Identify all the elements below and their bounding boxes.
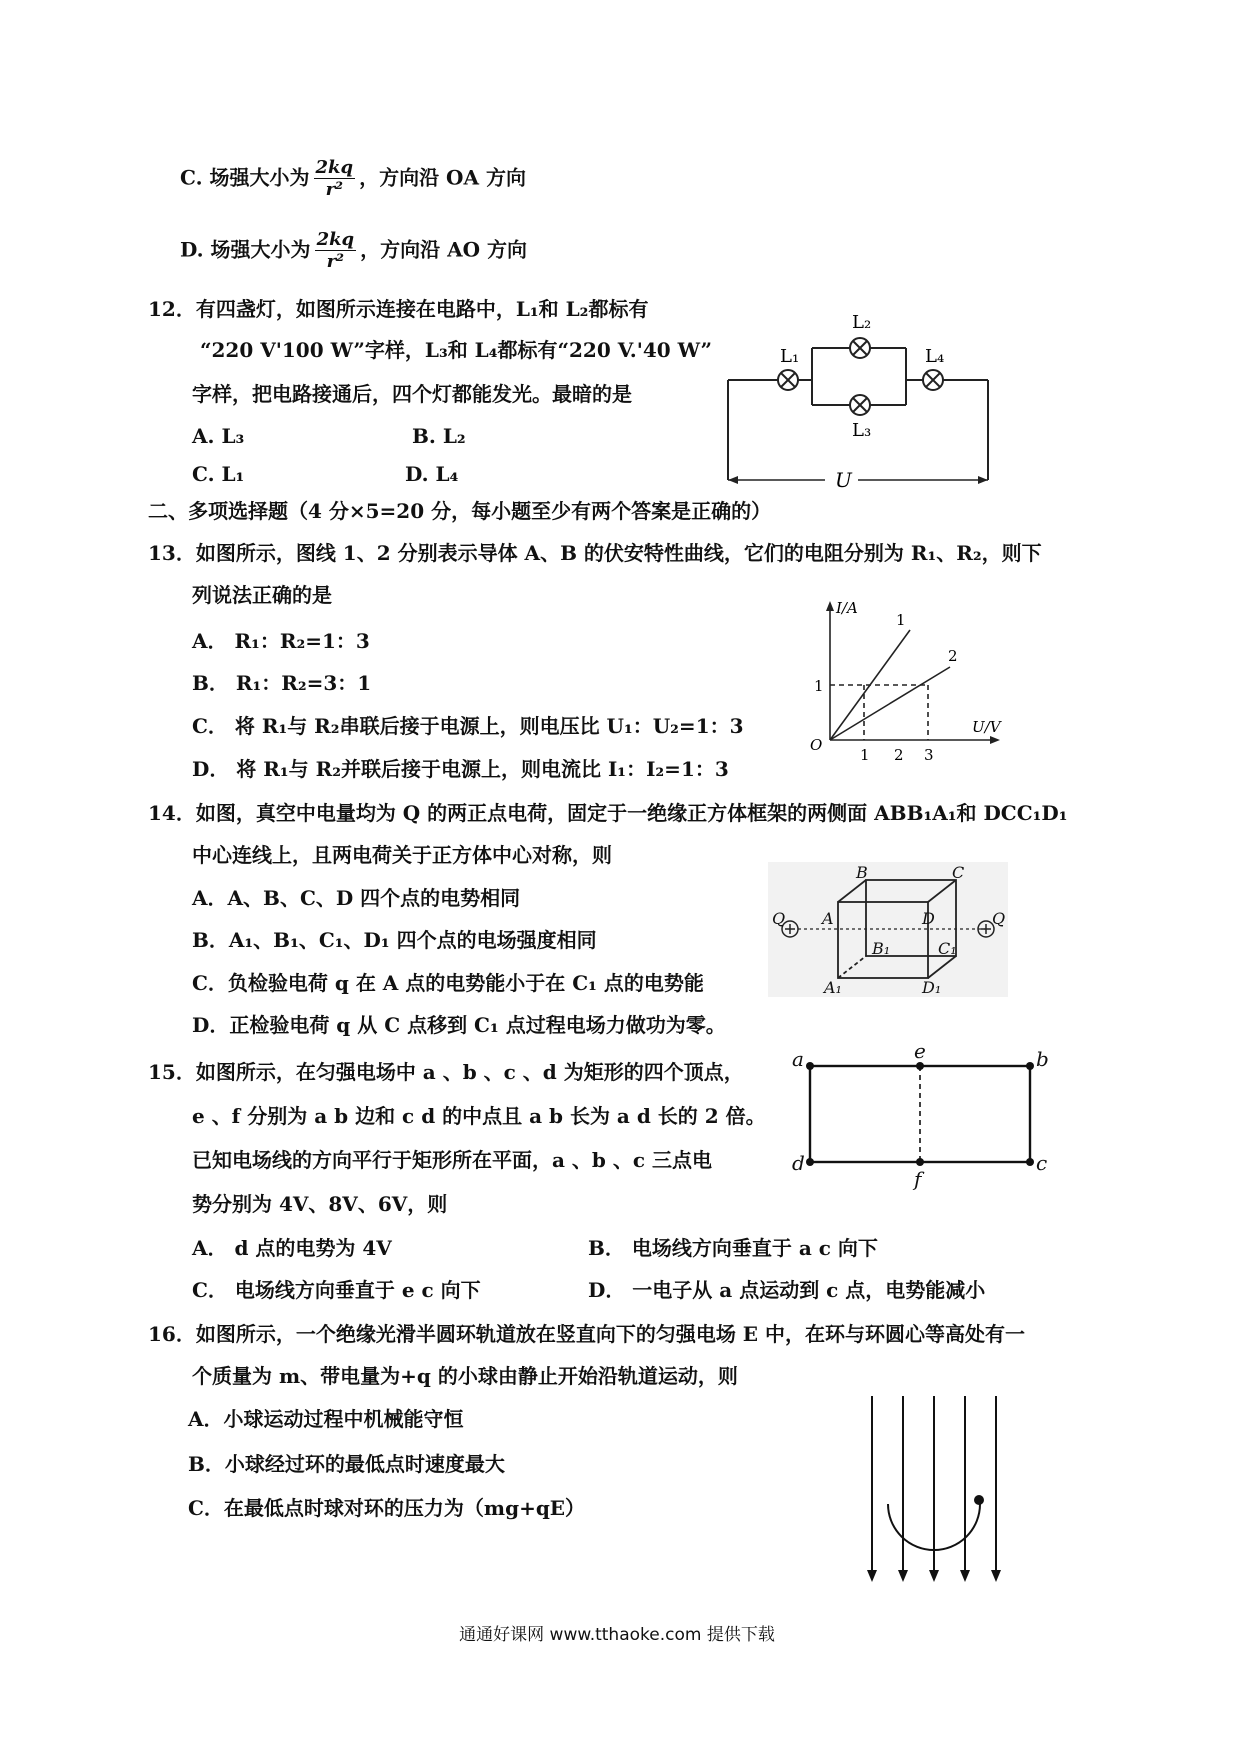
q13-stem-line2: 列说法正确的是: [192, 583, 332, 607]
q16-option-c: C．在最低点时球对环的压力为（mg+qE）: [188, 1496, 586, 1520]
arrow-up-icon: [826, 601, 834, 611]
label-d: D: [922, 909, 935, 928]
q15-stem-line4: 势分别为 4V、8V、6V，则: [192, 1192, 448, 1216]
label-c: C: [952, 863, 965, 882]
x-tick-3: 3: [924, 746, 934, 764]
line-1-label: 1: [896, 611, 906, 629]
circuit-diagram: [720, 300, 1010, 490]
label-a1: A₁: [824, 978, 842, 997]
label-d: d: [792, 1151, 805, 1175]
q13-option-a: A． R₁：R₂=1：3: [192, 629, 370, 653]
fraction: $\frac{2kq}{\text{r²}}$: [315, 157, 354, 200]
label-c1: C₁: [938, 939, 957, 958]
arrow-down-icon: [898, 1570, 908, 1582]
x-tick-2: 2: [894, 746, 904, 764]
label-l4: L₄: [925, 346, 945, 367]
x-tick-1: 1: [860, 746, 870, 764]
footer: 通通好课网 www.tthaoke.com 提供下载: [459, 1625, 775, 1645]
q12-option-d: D. L₄: [405, 462, 459, 486]
q14-option-c: C．负检验电荷 q 在 A 点的电势能小于在 C₁ 点的电势能: [192, 971, 704, 995]
y-tick-1: 1: [814, 677, 824, 695]
q13-stem-line1: 13．如图所示，图线 1、2 分别表示导体 A、B 的伏安特性曲线，它们的电阻分别为 R₁、R₂，则下: [148, 541, 1042, 565]
q15-option-b: B． 电场线方向垂直于 a c 向下: [588, 1236, 878, 1260]
q14-option-b: B．A₁、B₁、C₁、D₁ 四个点的电场强度相同: [192, 928, 597, 952]
q15-stem-line1: 15．如图所示，在匀强电场中 a 、b 、c 、d 为矩形的四个顶点，: [148, 1060, 744, 1084]
iv-graph: [800, 595, 1000, 765]
label-d1: D₁: [922, 978, 942, 997]
arrow-down-icon: [867, 1570, 877, 1582]
y-axis-label: I/A: [836, 599, 858, 617]
q14-option-a: A．A、B、C、D 四个点的电势相同: [192, 886, 521, 910]
q11-option-c: C. 场强大小为 $\frac{2kq}{\text{r²}}$ ，方向沿 OA 方向: [180, 157, 526, 200]
q15-stem-line3: 已知电场线的方向平行于矩形所在平面，a 、b 、c 三点电: [192, 1148, 713, 1172]
label-a: A: [822, 909, 834, 928]
cube-diagram: [768, 862, 1008, 997]
label-e: e: [914, 1039, 926, 1063]
label-b: B: [856, 863, 868, 882]
rectangle-diagram: [790, 1039, 1060, 1191]
label-f: f: [914, 1167, 922, 1191]
label-u: U: [835, 468, 852, 492]
label-q-right: Q: [992, 909, 1006, 928]
q16-stem-line1: 16．如图所示，一个绝缘光滑半圆环轨道放在竖直向下的匀强电场 E 中，在环与环圆心等高处有一: [148, 1322, 1026, 1346]
label-c: c: [1036, 1151, 1048, 1175]
field-ring-diagram: [860, 1392, 1010, 1592]
q15-option-c: C． 电场线方向垂直于 e c 向下: [192, 1278, 481, 1302]
origin-label: O: [810, 736, 823, 754]
q14-stem-line2: 中心连线上，且两电荷关于正方体中心对称，则: [192, 843, 612, 867]
arrow-right-icon: [978, 476, 988, 484]
label-a: a: [792, 1047, 804, 1071]
section-heading: 二、多项选择题（4 分×5=20 分，每小题至少有两个答案是正确的）: [148, 499, 772, 523]
q12-option-a: A. L₃: [192, 424, 245, 448]
arrow-left-icon: [728, 476, 738, 484]
q11-option-d: D. 场强大小为 $\frac{2kq}{\text{r²}}$ ，方向沿 AO 方向: [180, 229, 528, 272]
q15-option-d: D． 一电子从 a 点运动到 c 点，电势能减小: [588, 1278, 986, 1302]
q13-option-b: B． R₁：R₂=3：1: [192, 671, 372, 695]
q12-stem-line1: 12．有四盏灯，如图所示连接在电路中，L₁和 L₂都标有: [148, 297, 649, 321]
label-l2: L₂: [852, 312, 872, 333]
ball-icon: [974, 1495, 984, 1505]
q12-option-c: C. L₁: [192, 462, 245, 486]
q12-option-b: B. L₂: [412, 424, 466, 448]
arrow-right-icon: [990, 736, 1000, 744]
q13-option-d: D． 将 R₁与 R₂并联后接于电源上，则电流比 I₁：I₂=1：3: [192, 757, 729, 781]
q16-stem-line2: 个质量为 m、带电量为+q 的小球由静止开始沿轨道运动，则: [192, 1364, 738, 1388]
q16-option-b: B．小球经过环的最低点时速度最大: [188, 1452, 505, 1476]
q15-option-a: A． d 点的电势为 4V: [192, 1236, 392, 1260]
q15-stem-line2: e 、f 分别为 a b 边和 c d 的中点且 a b 长为 a d 长的 2 倍。: [192, 1104, 766, 1128]
q16-option-a: A．小球运动过程中机械能守恒: [188, 1407, 464, 1431]
q14-stem-line1: 14．如图，真空中电量均为 Q 的两正点电荷，固定于一绝缘正方体框架的两侧面 ABB₁A₁和 DCC₁D₁: [148, 801, 1068, 825]
line-2-label: 2: [948, 647, 958, 665]
label-q-left: Q: [772, 909, 786, 928]
q12-stem-line2: “220 V'100 W”字样，L₃和 L₄都标有“220 V.'40 W”: [200, 338, 712, 362]
x-axis-label: U/V: [972, 718, 1001, 736]
fraction: $\frac{2kq}{\text{r²}}$: [316, 229, 355, 272]
q12-stem-line3: 字样，把电路接通后，四个灯都能发光。最暗的是: [192, 382, 632, 406]
label-l3: L₃: [852, 420, 872, 441]
arrow-down-icon: [960, 1570, 970, 1582]
arrow-down-icon: [991, 1570, 1001, 1582]
label-b1: B₁: [872, 939, 891, 958]
q14-option-d: D．正检验电荷 q 从 C 点移到 C₁ 点过程电场力做功为零。: [192, 1013, 726, 1037]
arrow-down-icon: [929, 1570, 939, 1582]
label-b: b: [1036, 1047, 1049, 1071]
q13-option-c: C． 将 R₁与 R₂串联后接于电源上，则电压比 U₁：U₂=1：3: [192, 714, 744, 738]
label-l1: L₁: [780, 346, 800, 367]
